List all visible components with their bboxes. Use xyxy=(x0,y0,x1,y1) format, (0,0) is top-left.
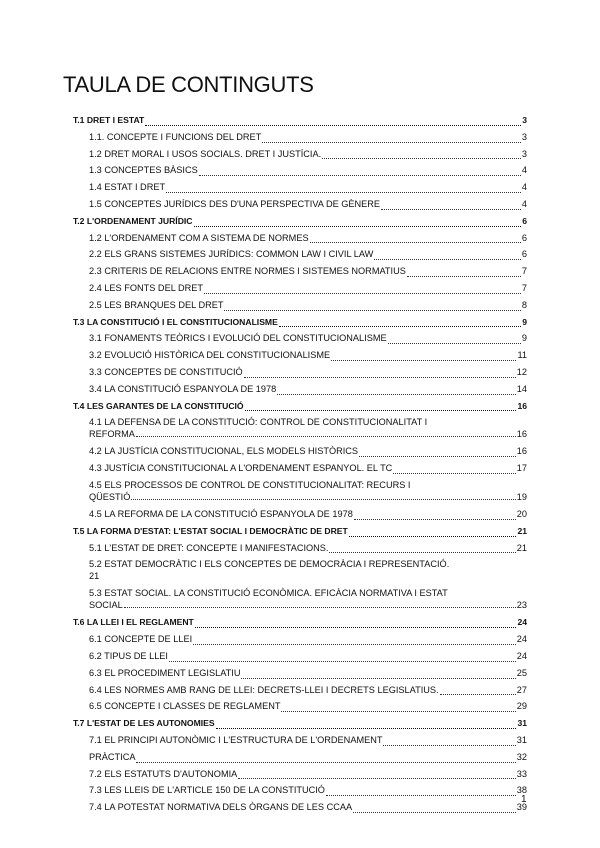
toc-chapter-entry[interactable] xyxy=(73,614,527,631)
toc-dot-leader xyxy=(393,473,515,474)
toc-entry-title: 2.5 LES BRANQUES DEL DRET xyxy=(89,299,224,310)
toc-entry-title: 7.1 EL PRINCIPI AUTONÒMIC I L'ESTRUCTURA DE L'ORDENAMENT xyxy=(89,734,383,745)
toc-dot-leader xyxy=(194,226,522,227)
toc-section-entry[interactable] xyxy=(73,799,527,816)
toc-page-number: 21 xyxy=(516,542,527,553)
toc-page-number: 3 xyxy=(521,131,527,142)
toc-page-number: 9 xyxy=(521,333,527,344)
toc-page-number: 6 xyxy=(521,232,527,243)
toc-section-entry[interactable] xyxy=(73,540,527,557)
toc-entry-title: 5.1 L'ESTAT DE DRET: CONCEPTE I MANIFESTACIONS. xyxy=(89,542,329,553)
toc-chapter-entry[interactable] xyxy=(73,314,527,331)
toc-page-number: 6 xyxy=(522,215,527,226)
toc-dot-leader xyxy=(136,762,515,763)
toc-entry-title: T.6 LA LLEI I EL REGLAMENT xyxy=(73,617,194,628)
toc-dot-leader xyxy=(381,209,521,210)
toc-dot-leader xyxy=(131,499,515,500)
toc-section-entry[interactable] xyxy=(73,129,527,146)
toc-entry-title: 3.4 LA CONSTITUCIÓ ESPANYOLA DE 1978 xyxy=(89,383,277,394)
toc-section-entry[interactable] xyxy=(73,280,527,297)
toc-dot-leader xyxy=(195,627,517,628)
toc-section-entry[interactable] xyxy=(73,162,527,179)
page-title: TAULA DE CONTINGUTS xyxy=(63,72,314,97)
toc-dot-leader xyxy=(374,259,521,260)
toc-section-entry-multiline[interactable] xyxy=(73,585,527,614)
toc-dot-leader xyxy=(322,158,521,159)
toc-page-number: 21 xyxy=(517,525,527,536)
toc-section-entry[interactable] xyxy=(73,782,527,799)
toc-dot-leader xyxy=(216,728,517,729)
toc-entry-title: T.3 LA CONSTITUCIÓ I EL CONSTITUCIONALISME xyxy=(73,316,278,327)
toc-dot-leader xyxy=(199,175,521,176)
toc-entry-title: 7.4 LA POTESTAT NORMATIVA DELS ÒRGANS DE LES CCAA xyxy=(89,802,353,813)
toc-section-entry[interactable] xyxy=(73,230,527,247)
toc-entry-continuation xyxy=(89,570,527,582)
toc-section-entry[interactable] xyxy=(73,648,527,665)
toc-section-entry-multiline[interactable] xyxy=(73,477,527,506)
toc-section-entry-multiline[interactable] xyxy=(73,556,527,585)
toc-dot-leader xyxy=(440,694,516,695)
toc-entry-title: 4.2 LA JUSTÍCIA CONSTITUCIONAL, ELS MODELS HISTÒRICS xyxy=(89,446,359,457)
toc-section-entry[interactable] xyxy=(73,682,527,699)
toc-section-entry[interactable] xyxy=(73,179,527,196)
toc-dot-leader xyxy=(331,360,516,361)
toc-entry-title: SOCIAL xyxy=(89,600,123,611)
toc-section-entry[interactable] xyxy=(73,749,527,766)
toc-section-entry-multiline[interactable] xyxy=(73,414,527,443)
toc-page-number: 6 xyxy=(521,249,527,260)
toc-entry-title: T.1 DRET I ESTAT xyxy=(73,115,145,125)
toc-page-number: 31 xyxy=(516,734,527,745)
toc-dot-leader xyxy=(238,778,515,779)
toc-section-entry[interactable] xyxy=(73,698,527,715)
toc-section-entry[interactable] xyxy=(73,364,527,381)
toc-dot-leader xyxy=(388,343,521,344)
toc-page-number: 4 xyxy=(521,198,527,209)
toc-entry-title-line: 5.3 ESTAT SOCIAL. LA CONSTITUCIÓ ECONÒMICA. EFICÀCIA NORMATIVA I ESTAT xyxy=(89,588,448,599)
toc-dot-leader xyxy=(310,242,521,243)
toc-entry-title: 2.4 LES FONTS DEL DRET xyxy=(89,282,204,293)
toc-entry-title: 3.3 CONCEPTES DE CONSTITUCIÓ xyxy=(89,366,243,377)
toc-page-number: 16 xyxy=(516,446,527,457)
toc-dot-leader xyxy=(281,711,515,712)
toc-entry-title: 6.5 CONCEPTE I CLASSES DE REGLAMENT xyxy=(89,701,281,712)
toc-page-number: 16 xyxy=(517,400,527,411)
toc-entry-title: 3.1 FONAMENTS TEÒRICS I EVOLUCIÓ DEL CONSTITUCIONALISME xyxy=(89,333,387,344)
toc-section-entry[interactable] xyxy=(73,631,527,648)
toc-page-number: 19 xyxy=(516,491,527,502)
toc-dot-leader xyxy=(136,436,516,437)
toc-chapter-entry[interactable] xyxy=(73,213,527,230)
toc-dot-leader xyxy=(262,142,521,143)
toc-dot-leader xyxy=(279,326,521,327)
toc-page-number: 33 xyxy=(516,768,527,779)
toc-dot-leader xyxy=(329,552,515,553)
toc-page-number: 11 xyxy=(517,350,527,361)
toc-section-entry[interactable] xyxy=(73,665,527,682)
toc-dot-leader xyxy=(224,310,520,311)
toc-entry-title-line: 4.5 ELS PROCESSOS DE CONTROL DE CONSTITUCIONALITAT: RECURS I xyxy=(89,479,411,490)
toc-entry-title: REFORMA xyxy=(89,429,135,440)
toc-section-entry[interactable] xyxy=(73,246,527,263)
toc-page-number: 12 xyxy=(516,366,527,377)
toc-page-number: 32 xyxy=(516,751,527,762)
toc-entry-continuation xyxy=(89,491,527,503)
toc-section-entry[interactable] xyxy=(73,443,527,460)
toc-entry-title-line: 5.2 ESTAT DEMOCRÀTIC I ELS CONCEPTES DE DEMOCRÀCIA I REPRESENTACIÓ. xyxy=(89,559,450,570)
toc-section-entry[interactable] xyxy=(73,146,527,163)
toc-dot-leader xyxy=(244,377,516,378)
toc-page-number: 7 xyxy=(521,266,527,277)
toc-chapter-entry[interactable] xyxy=(73,112,527,129)
toc-section-entry[interactable] xyxy=(73,506,527,523)
toc-chapter-entry[interactable] xyxy=(73,715,527,732)
toc-entry-title: PRÀCTICA xyxy=(89,751,136,762)
toc-entry-title: 2.3 CRITERIS DE RELACIONS ENTRE NORMES I SISTEMES NORMATIUS xyxy=(89,266,406,277)
toc-entry-title: 1.5 CONCEPTES JURÍDICS DES D'UNA PERSPECTIVA DE GÈNERE xyxy=(89,198,381,209)
toc-entry-title: 7.3 LES LLEIS DE L'ARTICLE 150 DE LA CONSTITUCIÓ xyxy=(89,785,325,796)
toc-entry-title: 1.2 L'ORDENAMENT COM A SISTEMA DE NORMES xyxy=(89,232,309,243)
toc-entry-title: 4.5 LA REFORMA DE LA CONSTITUCIÓ ESPANYOLA DE 1978 xyxy=(89,508,353,519)
toc-entry-title: 1.3 CONCEPTES BÀSICS xyxy=(89,165,198,176)
toc-page-number: 14 xyxy=(516,383,527,394)
toc-dot-leader xyxy=(383,745,515,746)
toc-entry-title-line: 4.1 LA DEFENSA DE LA CONSTITUCIÓ: CONTROL DE CONSTITUCIONALITAT I xyxy=(89,417,428,428)
toc-entry-title: 4.3 JUSTÍCIA CONSTITUCIONAL A L'ORDENAMENT ESPANYOL. EL TC xyxy=(89,463,393,474)
toc-chapter-entry[interactable] xyxy=(73,523,527,540)
toc-page-number: 7 xyxy=(521,282,527,293)
toc-dot-leader xyxy=(353,812,516,813)
toc-dot-leader xyxy=(193,644,516,645)
toc-entry-continuation xyxy=(89,599,527,611)
toc-page-number: 25 xyxy=(516,667,527,678)
toc-entry-title: 6.3 EL PROCEDIMENT LEGISLATIU xyxy=(89,667,241,678)
toc-dot-leader xyxy=(166,192,521,193)
toc-page-number: 16 xyxy=(516,429,527,440)
toc-page-number: 9 xyxy=(522,316,527,327)
toc-entry-title: T.7 L'ESTAT DE LES AUTONOMIES xyxy=(73,718,215,729)
toc-section-entry[interactable] xyxy=(73,297,527,314)
table-of-contents xyxy=(73,112,527,816)
toc-entry-title: 7.2 ELS ESTATUTS D'AUTONOMIA xyxy=(89,768,238,779)
toc-entry-title: 1.1. CONCEPTE I FUNCIONS DEL DRET xyxy=(89,131,262,142)
toc-section-entry[interactable] xyxy=(73,330,527,347)
toc-dot-leader xyxy=(169,661,516,662)
toc-page-number: 24 xyxy=(516,650,527,661)
toc-dot-leader xyxy=(245,410,517,411)
toc-entry-title: 6.1 CONCEPTE DE LLEI xyxy=(89,634,193,645)
toc-page-number: 17 xyxy=(516,463,527,474)
toc-dot-leader xyxy=(241,678,515,679)
toc-entry-title: T.2 L'ORDENAMENT JURÍDIC xyxy=(73,215,193,226)
toc-section-entry[interactable] xyxy=(73,196,527,213)
toc-page-number: 27 xyxy=(516,684,527,695)
toc-page-number: 29 xyxy=(516,701,527,712)
toc-section-entry[interactable] xyxy=(73,460,527,477)
toc-page-number: 24 xyxy=(517,617,527,628)
toc-dot-leader xyxy=(407,276,521,277)
toc-section-entry[interactable] xyxy=(73,732,527,749)
toc-section-entry[interactable] xyxy=(73,347,527,364)
toc-entry-title: 6.4 LES NORMES AMB RANG DE LLEI: DECRETS-LLEI I DECRETS LEGISLATIUS. xyxy=(89,684,439,695)
toc-dot-leader xyxy=(359,456,516,457)
toc-page-number: 4 xyxy=(521,165,527,176)
toc-entry-title: QÜESTIÓ xyxy=(89,491,131,502)
toc-dot-leader xyxy=(326,795,516,796)
toc-page-number: 38 xyxy=(516,785,527,796)
toc-section-entry[interactable] xyxy=(73,766,527,783)
toc-section-entry[interactable] xyxy=(73,381,527,398)
toc-page-number: 24 xyxy=(516,634,527,645)
toc-page-number: 3 xyxy=(522,115,527,125)
toc-entry-continuation xyxy=(89,428,527,440)
toc-page-number: 3 xyxy=(521,148,527,159)
toc-entry-title: 21 xyxy=(89,571,100,582)
toc-section-entry[interactable] xyxy=(73,263,527,280)
toc-entry-title: 2.2 ELS GRANS SISTEMES JURÍDICS: COMMON LAW I CIVIL LAW xyxy=(89,249,374,260)
toc-dot-leader xyxy=(277,394,516,395)
toc-entry-title: 3.2 EVOLUCIÓ HISTÒRICA DEL CONSTITUCIONALISME xyxy=(89,350,331,361)
toc-page-number: 4 xyxy=(521,182,527,193)
toc-page-number: 23 xyxy=(516,600,527,611)
toc-dot-leader xyxy=(204,293,521,294)
toc-page-number: 20 xyxy=(516,508,527,519)
toc-entry-title: T.5 LA FORMA D'ESTAT: L'ESTAT SOCIAL I DEMOCRÀTIC DE DRET xyxy=(73,525,348,536)
toc-dot-leader xyxy=(349,536,517,537)
toc-entry-title: 6.2 TIPUS DE LLEI xyxy=(89,650,168,661)
toc-entry-title: 1.4 ESTAT I DRET xyxy=(89,182,166,193)
toc-dot-leader xyxy=(145,125,521,126)
toc-entry-title: T.4 LES GARANTES DE LA CONSTITUCIÓ xyxy=(73,400,244,411)
toc-page-number: 31 xyxy=(517,718,527,729)
toc-dot-leader xyxy=(124,607,516,608)
toc-chapter-entry[interactable] xyxy=(73,398,527,415)
page-number: 1 xyxy=(521,794,527,805)
toc-page-number: 8 xyxy=(521,299,527,310)
toc-entry-title: 1.2 DRET MORAL I USOS SOCIALS. DRET I JUSTÍCIA. xyxy=(89,148,322,159)
toc-page-number: 39 xyxy=(516,802,527,813)
toc-dot-leader xyxy=(354,519,516,520)
